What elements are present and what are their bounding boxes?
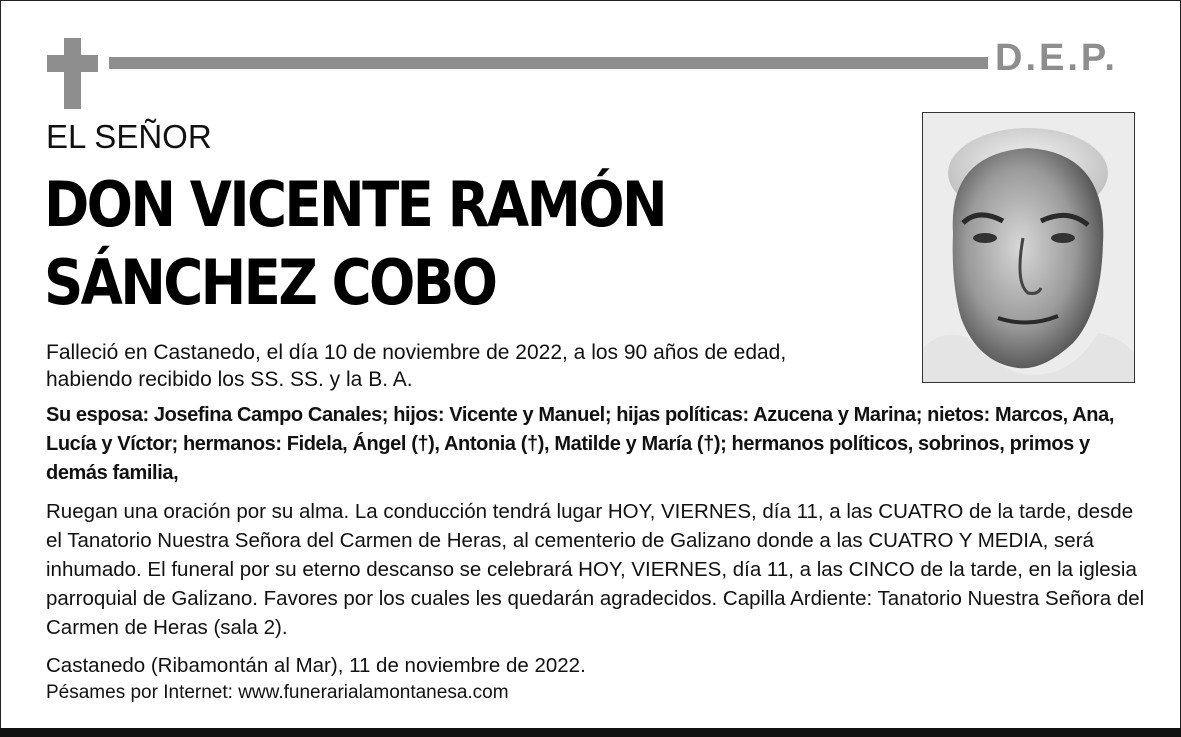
header-rule — [109, 57, 988, 69]
bottom-bar — [0, 728, 1181, 737]
portrait-icon — [923, 113, 1134, 382]
dep-label: D.E.P. — [995, 37, 1118, 79]
condolences-line: Pésames por Internet: www.funerarialamontanesa.com — [46, 682, 509, 703]
name-line-2: SÁNCHEZ COBO — [44, 246, 496, 319]
place-date: Castanedo (Ribamontán al Mar), 11 de noviembre de 2022. — [46, 654, 586, 677]
family-list: Su esposa: Josefina Campo Canales; hijos: Vicente y Manuel; hijas políticas: Azucena y Marina; nietos: Marcos, Ana, Lucía y Víctor; hermanos: Fidela, Ángel (†), Antonia (†), Matilde y María (†); hermanos políticos, sobrinos, primos y demás familia, — [46, 404, 1114, 484]
deceased-photo — [922, 112, 1135, 383]
deceased-name — [44, 166, 801, 322]
salutation: EL SEÑOR — [46, 118, 212, 155]
name-line-1: DON VICENTE RAMÓN — [44, 168, 666, 241]
service-details: Ruegan una oración por su alma. La conducción tendrá lugar HOY, VIERNES, día 11, a las CUATRO de la tarde, desde el Tanatorio Nuestra Señora del Carmen de Heras, al cementerio de Galizano donde a las CUATRO Y MEDIA, será inhumado. El funeral por su eterno descanso se celebrará HOY, VIERNES, día 11, a las CINCO de la tarde, en la iglesia parroquial de Galizano. Favores por los cuales les quedarán agradecidos. Capilla Ardiente: Tanatorio Nuestra Señora del Carmen de Heras (sala 2). — [46, 500, 1145, 639]
death-notice: Falleció en Castanedo, el día 10 de noviembre de 2022, a los 90 años de edad, habiendo recibido los SS. SS. y la B. A. — [46, 341, 787, 391]
